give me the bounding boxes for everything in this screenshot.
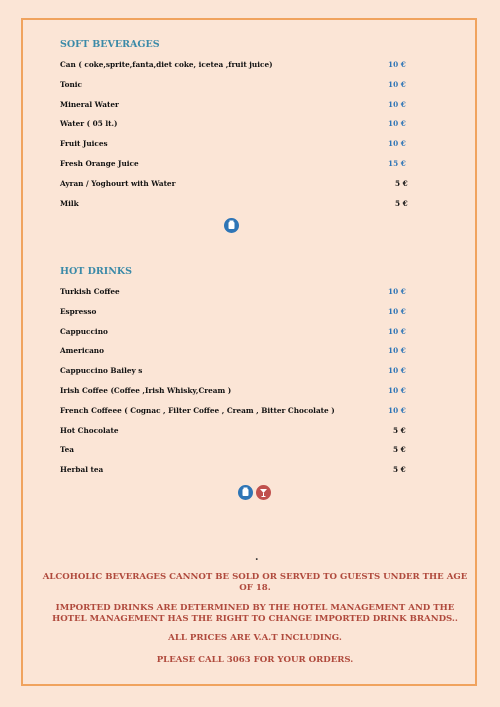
menu-item-name: Espresso xyxy=(60,306,97,316)
hot-drinks-title: HOT DRINKS xyxy=(60,266,133,277)
menu-item-price: 10 € xyxy=(388,346,406,356)
menu-item xyxy=(60,346,410,360)
notice-age: ALCOHOLIC BEVERAGES CANNOT BE SOLD OR SERVED TO GUESTS UNDER THE AGE OF 18. xyxy=(42,572,468,593)
menu-item-name: Water ( 05 lt.) xyxy=(60,119,118,129)
menu-item-name: Fruit Juices xyxy=(60,139,108,149)
menu-item-name: Tonic xyxy=(60,79,82,89)
menu-item-price: 10 € xyxy=(388,386,406,395)
menu-item-price: 5 € xyxy=(393,425,406,435)
menu-item xyxy=(60,139,410,153)
menu-item xyxy=(60,100,410,114)
menu-item xyxy=(60,327,410,341)
menu-item xyxy=(60,366,410,380)
menu-item-price: 5 € xyxy=(395,198,408,208)
menu-item xyxy=(60,426,410,440)
menu-item-name: Hot Chocolate xyxy=(60,425,119,435)
menu-item-name: Americano xyxy=(60,346,104,356)
menu-item-price: 10 € xyxy=(388,60,406,69)
alcohol-icon xyxy=(256,485,271,500)
menu-item-price: 10 € xyxy=(388,287,406,296)
menu-item xyxy=(60,159,410,173)
menu-item xyxy=(60,406,410,420)
menu-item-price: 15 € xyxy=(388,159,406,168)
menu-item-price: 10 € xyxy=(388,366,406,376)
notice-vat: ALL PRICES ARE V.A.T INCLUDING. xyxy=(168,633,342,643)
menu-item-name: Turkish Coffee xyxy=(60,287,120,296)
menu-item-price: 10 € xyxy=(388,326,406,336)
menu-item xyxy=(60,80,410,94)
menu-item-name: Fresh Orange Juice xyxy=(60,159,139,168)
menu-item-name: Cappuccino xyxy=(60,326,108,336)
menu-item-price: 10 € xyxy=(388,139,406,149)
vegetarian-info-icon xyxy=(224,218,239,233)
separator-dot: . xyxy=(255,552,259,563)
menu-item-name: Milk xyxy=(60,198,79,208)
notice-call: PLEASE CALL 3063 FOR YOUR ORDERS. xyxy=(156,655,354,665)
menu-item xyxy=(60,199,410,213)
menu-item-name: Cappuccino Bailey s xyxy=(60,366,143,376)
menu-item xyxy=(60,119,410,133)
soft-beverages-title: SOFT BEVERAGES xyxy=(60,39,160,50)
menu-item-name: Herbal tea xyxy=(60,465,104,475)
menu-item-name: Mineral Water xyxy=(60,99,119,109)
menu-item xyxy=(60,60,410,74)
menu-item-price: 10 € xyxy=(388,306,406,316)
menu-item xyxy=(60,386,410,400)
notice-imported: IMPORTED DRINKS ARE DETERMINED BY THE HOTEL MANAGEMENT AND THE HOTEL MANAGEMENT HAS THE RIGHT TO CHANGE IMPORTED DRINK BRANDS.. xyxy=(52,603,458,624)
vegetarian-info-icon xyxy=(238,485,253,500)
menu-item-name: Tea xyxy=(60,445,74,455)
menu-item-name: Ayran / Yoghourt with Water xyxy=(60,178,176,188)
menu-item-price: 10 € xyxy=(388,79,406,89)
menu-item-price: 10 € xyxy=(388,99,406,109)
menu-item-price: 5 € xyxy=(395,178,408,188)
menu-item xyxy=(60,445,410,459)
menu-item-price: 10 € xyxy=(388,405,406,415)
menu-item-name: Irish Coffee (Coffee ,Irish Whisky,Cream ) xyxy=(60,386,232,395)
menu-item-price: 5 € xyxy=(393,445,406,455)
menu-item-name: French Coffeee ( Cognac , Filter Coffee , Cream , Bitter Chocolate ) xyxy=(60,405,335,415)
menu-item xyxy=(60,307,410,321)
menu-item xyxy=(60,465,410,479)
menu-item xyxy=(60,179,410,193)
menu-item xyxy=(60,287,410,301)
menu-item-price: 10 € xyxy=(388,119,406,129)
menu-item-price: 5 € xyxy=(393,465,406,475)
menu-item-name: Can ( coke,sprite,fanta,diet coke, icetea ,fruit juice) xyxy=(60,60,273,69)
